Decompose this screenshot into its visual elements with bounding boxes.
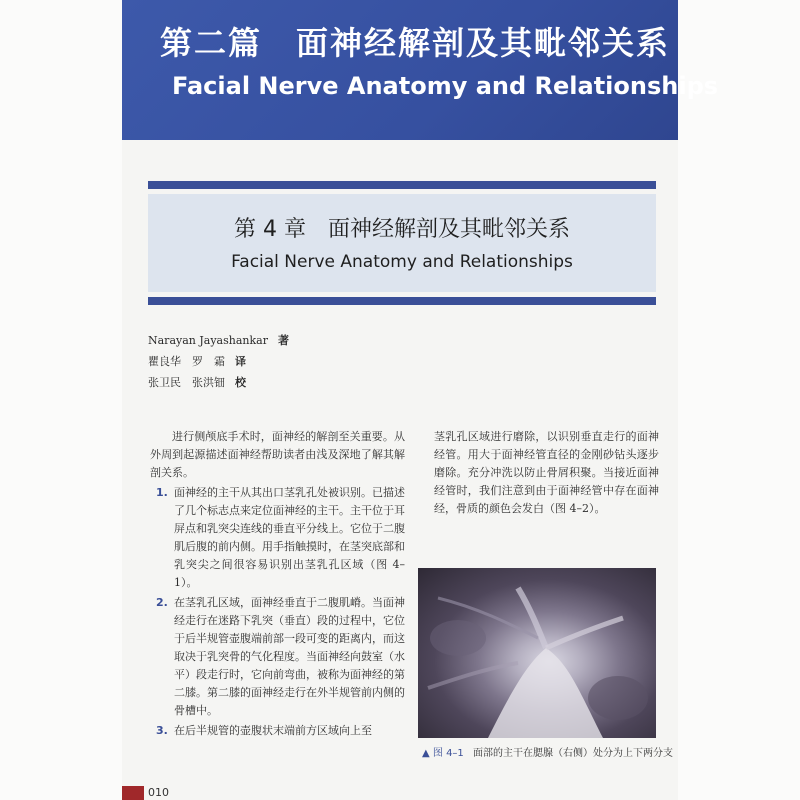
page-number: 010 <box>148 786 169 799</box>
list-item <box>150 722 405 740</box>
reviewer-role: 校 <box>235 376 246 389</box>
body-column-left <box>150 428 405 740</box>
page-tab <box>122 786 144 800</box>
figure-caption-text: 面部的主干在腮腺（右侧）处分为上下两分支 <box>472 748 673 759</box>
list-item-text: 在后半规管的壶腹状末端前方区域向上至 <box>174 724 372 737</box>
reviewer-line <box>148 372 289 393</box>
translator-line <box>148 351 289 372</box>
part-title-cn: 第二篇 面神经解剖及其毗邻关系 <box>160 24 671 62</box>
part-banner <box>122 0 719 140</box>
figure-caption <box>422 744 672 759</box>
part-title-en: Facial Nerve Anatomy and Relationships <box>172 72 719 100</box>
chapter-rule-bottom <box>148 297 656 305</box>
chapter-title-en: Facial Nerve Anatomy and Relationships <box>231 252 573 272</box>
author-role: 著 <box>277 334 289 347</box>
intro-paragraph: 进行侧颅底手术时，面神经的解剖至关重要。从外周到起源描述面神经帮助读者由浅及深地了解其解剖关系。 <box>150 430 405 479</box>
left-margin <box>0 0 122 800</box>
list-item-number: 2. <box>156 596 168 609</box>
chapter-title-cn: 第 4 章 面神经解剖及其毗邻关系 <box>234 217 570 242</box>
author-names: Narayan Jayashankar <box>148 334 268 347</box>
author-credits <box>148 330 289 393</box>
author-line <box>148 330 289 351</box>
continued-paragraph: 茎乳孔区域进行磨除，以识别垂直走行的面神经管。用大于面神经管直径的金刚砂钻头逐步磨除。充分冲洗以防止骨屑积聚。当接近面神经管时，我们注意到由于面神经管中存在面神经，骨质的颜色会发白（图 4–2）。 <box>434 430 659 515</box>
translator-role: 译 <box>235 355 246 368</box>
list-item <box>150 594 405 720</box>
list-item-number: 3. <box>156 724 168 737</box>
chapter-rule-top <box>148 181 656 189</box>
figure-label: 图 4–1 <box>432 748 464 759</box>
list-item-number: 1. <box>156 486 168 499</box>
translator-names: 瞿良华 罗 霜 <box>148 355 225 368</box>
right-margin <box>678 0 800 800</box>
body-column-right <box>434 428 659 518</box>
list-item-text: 面神经的主干从其出口茎乳孔处被识别。已描述了几个标志点来定位面神经的主干。主干位于耳屏点和乳突尖连线的垂直平分线上。它位于二腹肌后腹的前内侧。用手指触摸时，在茎突底部和乳突尖之间很容易识别出茎乳孔区域（图 4–1）。 <box>174 486 405 589</box>
reviewer-names: 张卫民 张洪钿 <box>148 376 225 389</box>
list-item-text: 在茎乳孔区域，面神经垂直于二腹肌嵴。当面神经走行在迷路下乳突（垂直）段的过程中，它位于后半规管壶腹端前部一段可变的距离内，而这取决于乳突骨的气化程度。当面神经向鼓室（水平）段走行时，它向前弯曲，被称为面神经的第二膝。第二膝的面神经走行在外半规管前内侧的骨槽中。 <box>174 596 405 717</box>
chapter-heading-box <box>148 194 656 292</box>
surgical-photo-figure <box>418 568 656 738</box>
surgical-photo-illustration <box>418 568 656 738</box>
list-item <box>150 484 405 592</box>
caption-marker-icon: ▲ <box>422 748 430 759</box>
